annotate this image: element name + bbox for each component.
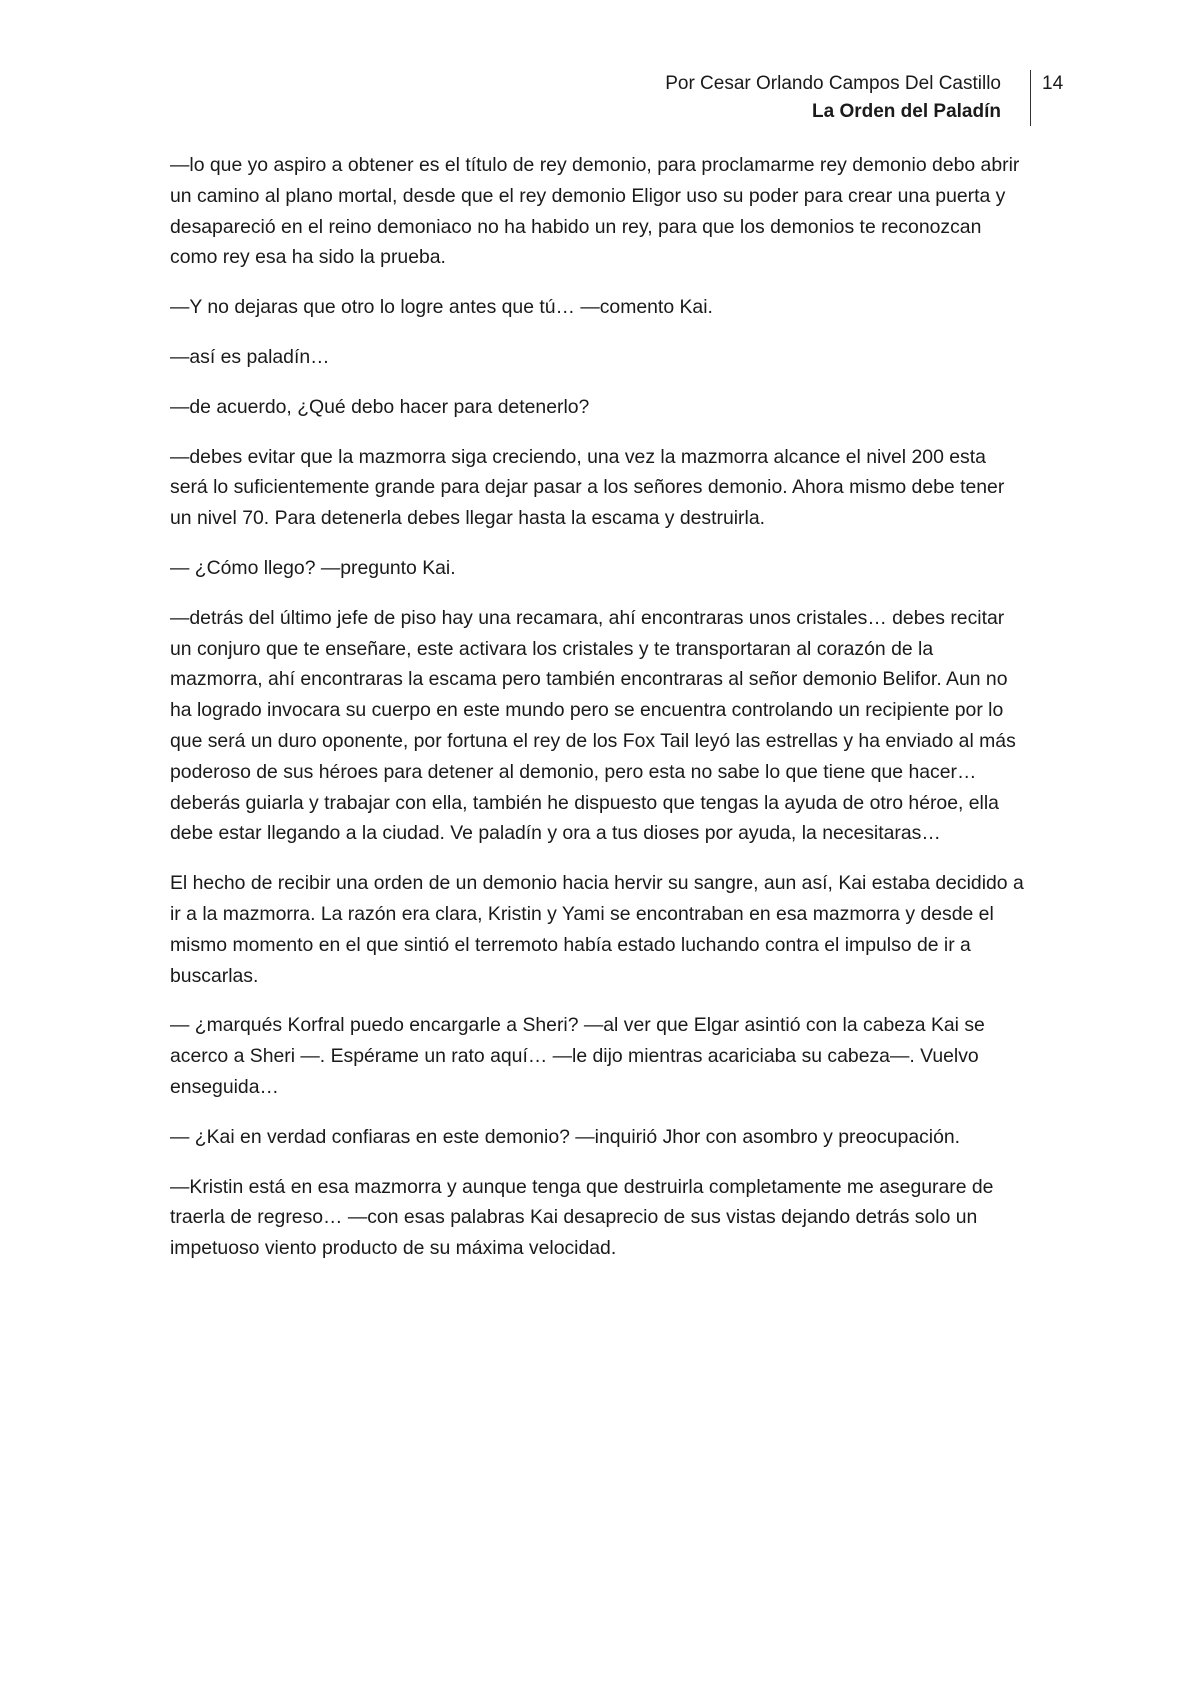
header-book-title: La Orden del Paladín [812,101,1001,122]
paragraph: —lo que yo aspiro a obtener es el título de rey demonio, para proclamarme rey demonio debo abrir un camino al plano mortal, desde que el rey demonio Eligor uso su poder para crear una puerta y desapareció en el reino demoniaco no ha habido un rey, para que los demonios te reconozcan como rey esa ha sido la prueba. [170,154,1020,269]
paragraph: —detrás del último jefe de piso hay una recamara, ahí encontraras unos cristales… debes recitar un conjuro que te enseñare, este activara los cristales y te transportaran al corazón de la mazmorra, ahí encontraras la escama pero también encontraras al señor demonio Belifor. Aun no ha logrado invocara su cuerpo en este mundo pero se encuentra controlando un recipiente por lo que será un duro oponente, por fortuna el rey de los Fox Tail leyó las estrellas y ha enviado al más poderoso de sus héroes para detener al demonio, pero esta no sabe lo que tiene que hacer… deberás guiarla y trabajar con ella, también he dispuesto que tengas la ayuda de otro héroe, ella debe estar llegando a la ciudad. Ve paladín y ora a tus dioses por ayuda, la necesitaras… [170,606,1016,845]
paragraph: —de acuerdo, ¿Qué debo hacer para detenerlo? [170,395,590,418]
paragraph: —Kristin está en esa mazmorra y aunque tenga que destruirla completamente me asegurare de traerla de regreso… —con esas palabras Kai desaprecio de sus vistas dejando detrás solo un impetuoso viento producto de su máxima velocidad. [170,1175,994,1260]
paragraph: —Y no dejaras que otro lo logre antes que tú… —comento Kai. [170,296,713,319]
header-author: Por Cesar Orlando Campos Del Castillo [665,73,1001,94]
running-header [665,70,1001,126]
paragraph: —debes evitar que la mazmorra siga creciendo, una vez la mazmorra alcance el nivel 200 esta será lo suficientemente grande para dejar pasar a los señores demonio. Ahora mismo debe tener un nivel 70. Para detenerla debes llegar hasta la escama y destruirla. [170,445,1005,530]
paragraph: — ¿Kai en verdad confiaras en este demonio? —inquirió Jhor con asombro y preocupación. [170,1125,961,1148]
paragraph: —así es paladín… [170,345,330,368]
paragraph: — ¿Cómo llego? —pregunto Kai. [170,556,456,579]
paragraph: El hecho de recibir una orden de un demonio hacia hervir su sangre, aun así, Kai estaba decidido a ir a la mazmorra. La razón era clara, Kristin y Yami se encontraban en esa mazmorra y desde el mismo momento en el que sintió el terremoto había estado luchando contra el impulso de ir a buscarlas. [170,872,1024,987]
page-number: 14 [1042,73,1064,94]
paragraph: — ¿marqués Korfral puedo encargarle a Sheri? —al ver que Elgar asintió con la cabeza Kai se acerco a Sheri —. Espérame un rato aquí… —le dijo mientras acariciaba su cabeza—. Vuelvo enseguida… [170,1014,985,1098]
header-divider [1030,70,1031,126]
body-text [170,150,1025,1283]
